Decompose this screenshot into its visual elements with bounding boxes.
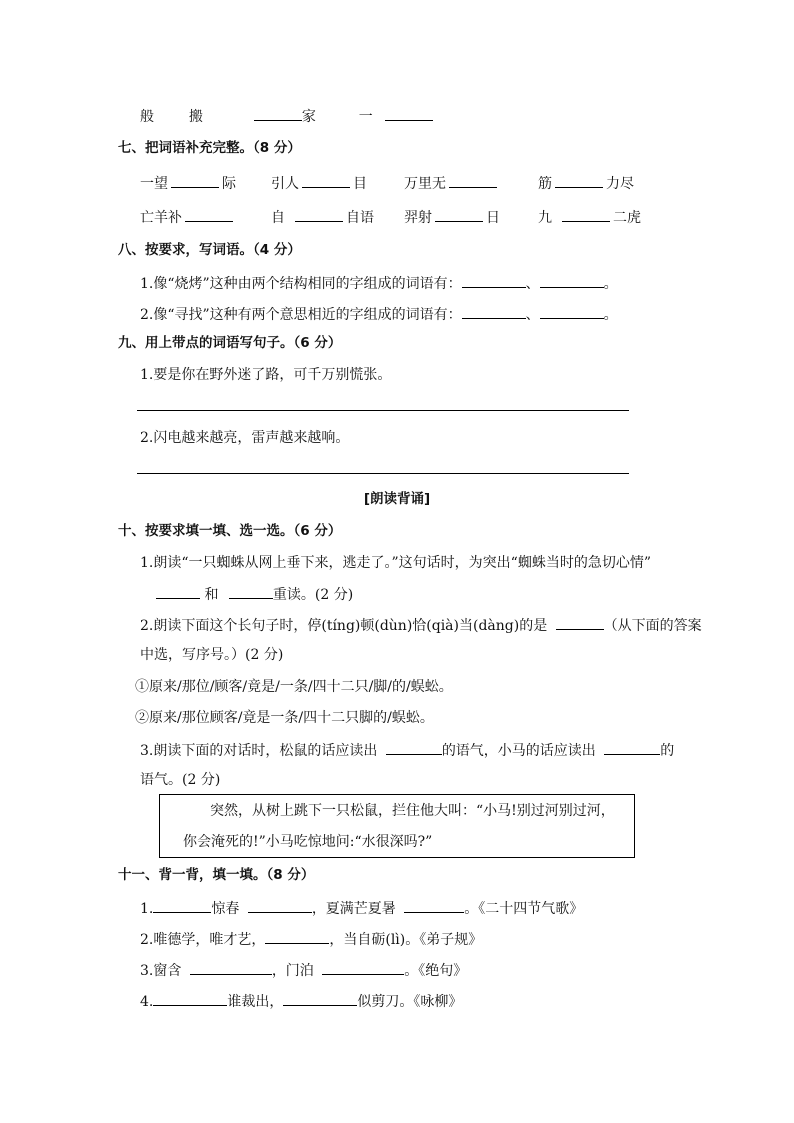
idiom-text: 万里无 bbox=[404, 176, 446, 192]
idiom-text: 二虎 bbox=[613, 210, 641, 226]
poem-text: 谁裁出， bbox=[227, 994, 284, 1010]
answer-blank[interactable] bbox=[540, 304, 604, 319]
poem-text: ，夏满芒夏暑 bbox=[311, 901, 396, 917]
question-text: 重读。(2 分) bbox=[272, 587, 354, 603]
answer-line[interactable] bbox=[137, 410, 629, 411]
section-10-q3-line1 bbox=[140, 740, 674, 760]
section-7-row-2-b bbox=[271, 207, 374, 227]
answer-blank[interactable] bbox=[171, 173, 219, 188]
section-10-title: 十、按要求填一填、选一选。（6 分） bbox=[118, 523, 342, 539]
question-text: 的语气，小马的话应读出 bbox=[441, 743, 596, 759]
section-10-q1-line2 bbox=[156, 584, 353, 604]
answer-blank[interactable] bbox=[404, 898, 464, 913]
answer-blank[interactable] bbox=[386, 740, 442, 755]
section-11-q1: 1. 惊春 ，夏满芒夏暑 。《二十四节气歌》 bbox=[140, 898, 583, 918]
answer-blank[interactable] bbox=[462, 304, 526, 319]
answer-blank[interactable] bbox=[449, 173, 497, 188]
section-11-title: 十一、背一背，填一填。（8 分） bbox=[118, 867, 315, 883]
answer-blank[interactable] bbox=[435, 207, 483, 222]
section-7-row-1-b bbox=[271, 173, 367, 193]
answer-blank[interactable] bbox=[265, 929, 329, 944]
section-10-q1-line1: 1.朗读“一只蜘蛛从网上垂下来，逃走了。”这句话时，为突出“蜘蛛当时的急切心情” bbox=[140, 555, 651, 571]
end-mark: 。 bbox=[603, 307, 618, 323]
section-8-title: 八、按要求，写词语。（4 分） bbox=[118, 242, 301, 258]
section-11-q3 bbox=[140, 960, 467, 980]
question-text: 2.像“寻找”这种有两个意思相近的字组成的词语有： bbox=[140, 307, 462, 323]
section-7-row-2-c bbox=[404, 207, 500, 227]
idiom-text: 羿射 bbox=[404, 210, 432, 226]
section-9-q2: 2.闪电越来越亮，雷声越来越响。 bbox=[140, 430, 350, 446]
idiom-text: 目 bbox=[353, 176, 367, 192]
answer-blank[interactable] bbox=[156, 584, 200, 599]
poem-text: ，当自砺(lì)。《弟子规》 bbox=[329, 932, 483, 948]
section-11-q4: 4. 谁裁出， 似剪刀。《咏柳》 bbox=[140, 991, 462, 1011]
answer-blank[interactable] bbox=[556, 615, 604, 630]
answer-blank[interactable] bbox=[229, 584, 273, 599]
answer-blank[interactable] bbox=[322, 960, 404, 975]
section-9-q1: 1.要是你在野外迷了路，可千万别慌张。 bbox=[140, 367, 392, 383]
section-7-row-1 bbox=[140, 173, 236, 193]
section-8-q1 bbox=[140, 273, 618, 293]
separator: 、 bbox=[525, 307, 540, 323]
section-11-q2 bbox=[140, 929, 482, 949]
idiom-text: 力尽 bbox=[606, 176, 634, 192]
and-text: 和 bbox=[204, 587, 219, 603]
idiom-text: 一望 bbox=[140, 176, 168, 192]
section-10-q2-line2: 中选，写序号。）(2 分) bbox=[140, 647, 284, 663]
answer-blank[interactable] bbox=[540, 273, 604, 288]
question-text: （从下面的答案 bbox=[603, 618, 702, 634]
char-ban1: 般 bbox=[140, 109, 154, 125]
poem-text: 。《二十四节气歌》 bbox=[464, 901, 584, 917]
answer-blank[interactable] bbox=[283, 991, 357, 1006]
part-title: [朗读背诵] bbox=[363, 491, 431, 507]
poem-text: 似剪刀。《咏柳》 bbox=[357, 994, 463, 1010]
question-text: 的 bbox=[660, 743, 675, 759]
answer-blank[interactable] bbox=[153, 991, 227, 1006]
idiom-text: 自语 bbox=[346, 210, 374, 226]
idiom-text: 日 bbox=[486, 210, 500, 226]
poem-text: 惊春 bbox=[211, 901, 240, 917]
poem-text: ，门泊 bbox=[271, 963, 314, 979]
poem-text: 3.窗含 bbox=[140, 963, 182, 979]
section-9-title: 九、用上带点的词语写句子。（6 分） bbox=[118, 335, 342, 351]
idiom-text: 自 bbox=[271, 210, 285, 226]
answer-blank[interactable] bbox=[153, 898, 211, 913]
answer-blank[interactable] bbox=[462, 273, 526, 288]
idiom-text: 九 bbox=[538, 210, 552, 226]
answer-blank[interactable] bbox=[562, 207, 610, 222]
question-text: 2.朗读下面这个长句子时，停(tíng)顿(dùn)恰(qià)当(dàng)的是 bbox=[140, 618, 548, 634]
question-text: 3.朗读下面的对话时，松鼠的话应读出 bbox=[140, 743, 378, 759]
idiom-text: 筋 bbox=[538, 176, 552, 192]
answer-line[interactable] bbox=[137, 473, 629, 474]
idiom-text: 引人 bbox=[271, 176, 299, 192]
answer-blank[interactable] bbox=[302, 173, 350, 188]
answer-blank[interactable] bbox=[604, 740, 660, 755]
poem-text: 。《绝句》 bbox=[404, 963, 468, 979]
answer-blank[interactable] bbox=[385, 106, 433, 121]
end-mark: 。 bbox=[603, 276, 618, 292]
answer-blank[interactable] bbox=[555, 173, 603, 188]
dialogue-line-2: 你会淹死的!”小马吃惊地问:“水很深吗?” bbox=[183, 834, 433, 850]
question-text: 1.像“烧烤”这种由两个结构相同的字组成的词语有： bbox=[140, 276, 462, 292]
option-1: ①原来/那位/顾客/竟是/一条/四十二只/脚/的/蜈蚣。 bbox=[135, 679, 453, 695]
section-7-row-1-d bbox=[538, 173, 634, 193]
word-suffix: 家 bbox=[301, 109, 316, 125]
section-10-q3-line2: 语气。(2 分) bbox=[140, 772, 221, 788]
dialogue-line-1: 突然，从树上跳下一只松鼠，拦住他大叫：“小马!别过河别过河， bbox=[210, 803, 615, 819]
section-7-row-1-c bbox=[404, 173, 500, 193]
answer-blank[interactable] bbox=[190, 960, 272, 975]
section-7-title: 七、把词语补充完整。（8 分） bbox=[118, 140, 301, 156]
answer-blank[interactable] bbox=[295, 207, 343, 222]
section-10-q2-line1 bbox=[140, 615, 702, 635]
section-7-row-2-d bbox=[538, 207, 641, 227]
answer-blank[interactable] bbox=[185, 207, 233, 222]
answer-blank[interactable] bbox=[254, 106, 302, 121]
poem-text: 2.唯德学，唯才艺， bbox=[140, 932, 266, 948]
char-ban2: 搬 bbox=[188, 109, 203, 125]
top-row bbox=[140, 106, 433, 126]
section-7-row-2 bbox=[140, 207, 236, 227]
option-2: ②原来/那位顾客/竟是一条/四十二只脚的/蜈蚣。 bbox=[135, 710, 434, 726]
word-prefix: 一 bbox=[358, 109, 373, 125]
answer-blank[interactable] bbox=[248, 898, 312, 913]
idiom-text: 际 bbox=[222, 176, 236, 192]
separator: 、 bbox=[525, 276, 540, 292]
section-8-q2 bbox=[140, 304, 618, 324]
idiom-text: 亡羊补 bbox=[140, 210, 182, 226]
